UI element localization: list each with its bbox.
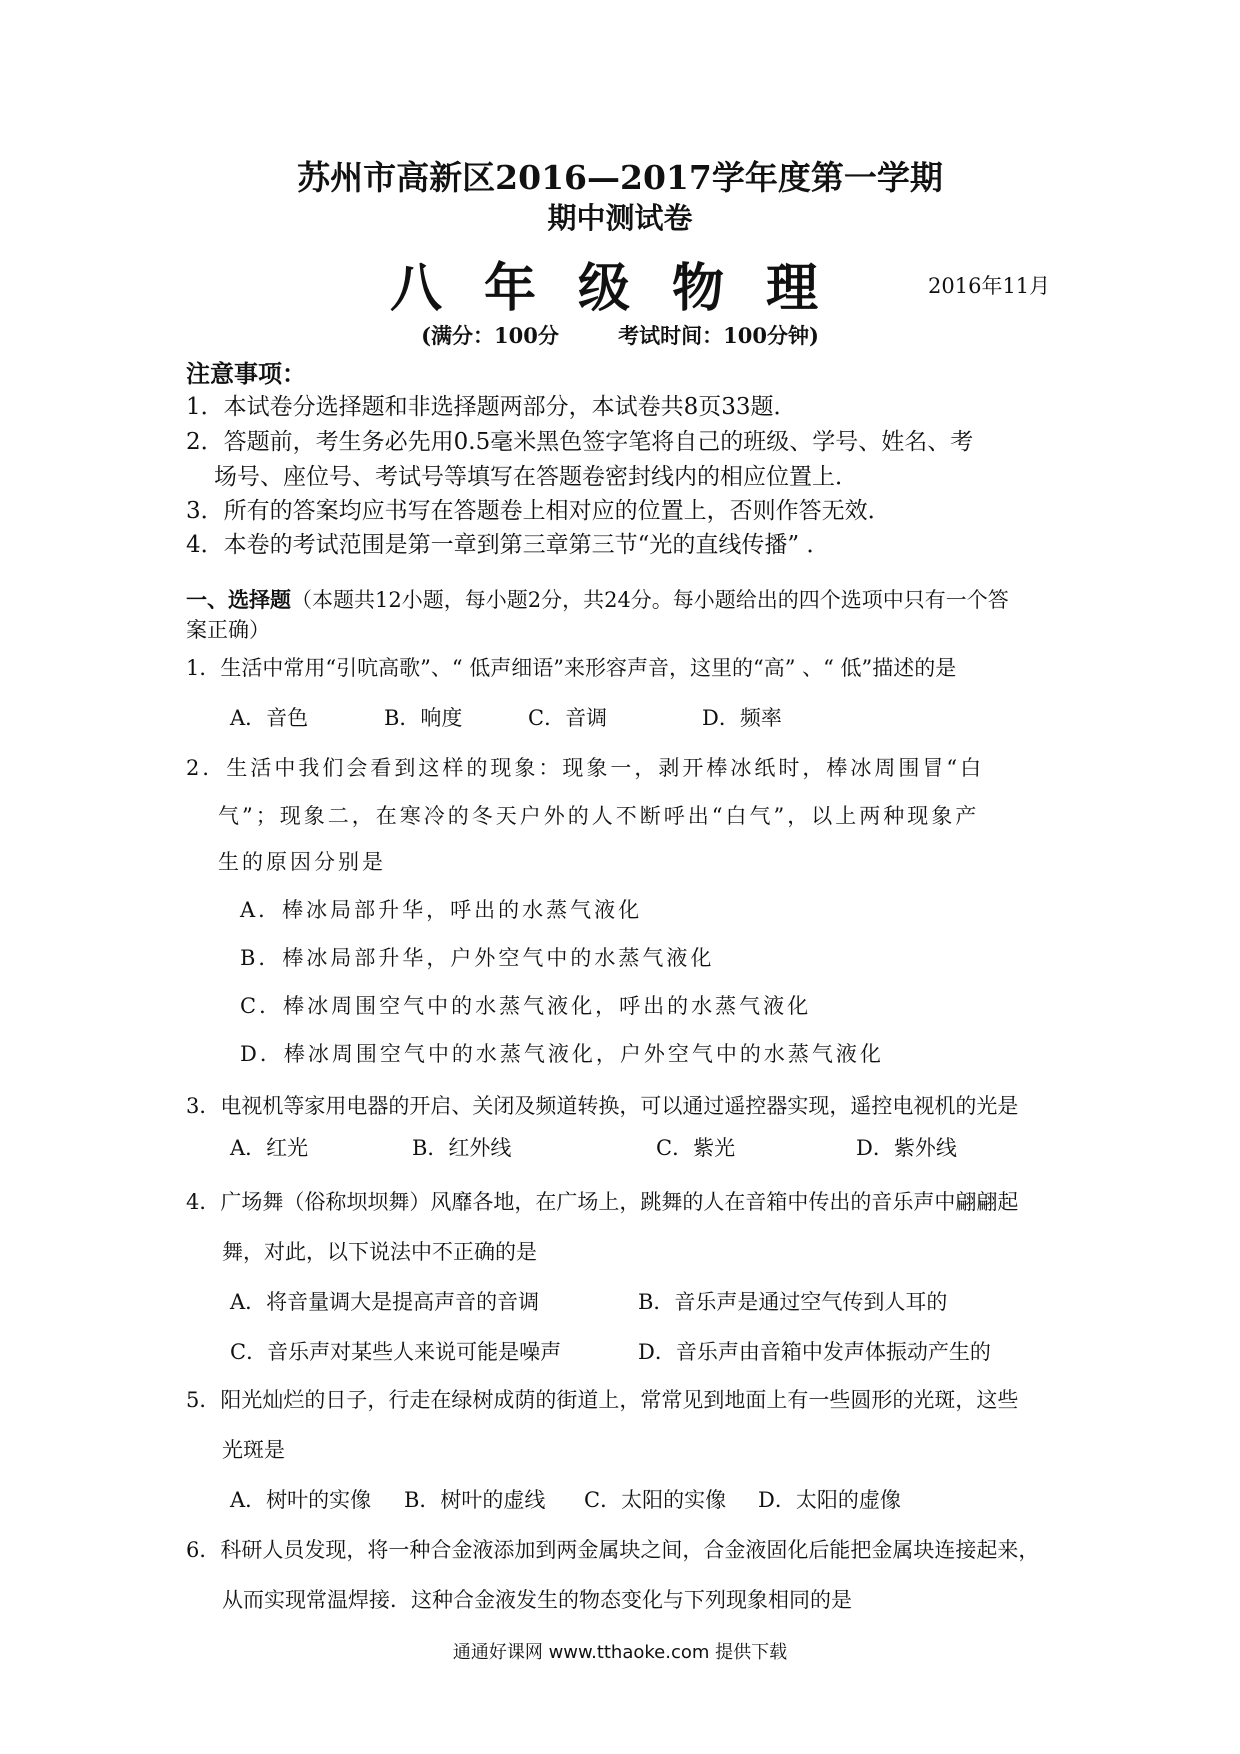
option: C．紫光	[656, 1136, 736, 1160]
question-stem: 4．广场舞（俗称坝坝舞）风靡各地，在广场上，跳舞的人在音箱中传出的音乐声中翩翩起	[186, 1190, 1019, 1214]
notice-item: 1．本试卷分选择题和非选择题两部分，本试卷共8页33题．	[186, 394, 797, 420]
section-header	[186, 584, 1009, 614]
option: B．红外线	[412, 1136, 512, 1160]
question-stem: 2．生活中我们会看到这样的现象：现象一，剥开棒冰纸时，棒冰周围冒“白	[186, 756, 985, 780]
subject-title: 八年级物理	[390, 258, 861, 319]
option: A．将音量调大是提高声音的音调	[230, 1290, 540, 1314]
option: C．太阳的实像	[584, 1488, 727, 1512]
option: B．棒冰局部升华，户外空气中的水蒸气液化	[240, 946, 715, 970]
page-footer: 通通好课网 www.tthaoke.com 提供下载	[452, 1642, 788, 1663]
exam-time: 考试时间：100分钟)	[618, 323, 819, 348]
option: C．音乐声对某些人来说可能是噪声	[230, 1340, 562, 1364]
notice-heading: 注意事项：	[186, 359, 306, 388]
question-stem: 3．电视机等家用电器的开启、关闭及频道转换，可以通过遥控器实现，遥控电视机的光是	[186, 1094, 1019, 1118]
option: D．棒冰周围空气中的水蒸气液化，户外空气中的水蒸气液化	[240, 1042, 884, 1066]
option: B．响度	[384, 706, 463, 730]
section-desc: （本题共12小题，每小题2分，共24分。每小题给出的四个选项中只有一个答	[291, 588, 1009, 612]
exam-date: 2016年11月	[928, 274, 1051, 298]
option: D．音乐声由音箱中发声体振动产生的	[638, 1340, 991, 1364]
question-stem: 从而实现常温焊接．这种合金液发生的物态变化与下列现象相同的是	[222, 1588, 852, 1612]
option: D．紫外线	[856, 1136, 957, 1160]
question-stem: 光斑是	[222, 1438, 285, 1462]
section-label: 一、选择题	[186, 587, 291, 612]
exam-meta	[0, 320, 1240, 350]
question-stem: 6．科研人员发现，将一种合金液添加到两金属块之间，合金液固化后能把金属块连接起来，	[186, 1538, 1040, 1562]
question-stem: 5．阳光灿烂的日子，行走在绿树成荫的街道上，常常见到地面上有一些圆形的光斑，这些	[186, 1388, 1019, 1412]
question-stem: 1．生活中常用“引吭高歌”、“ 低声细语”来形容声音，这里的“高” 、“ 低”描述的是	[186, 656, 957, 680]
notice-item: 3．所有的答案均应书写在答题卷上相对应的位置上，否则作答无效．	[186, 498, 891, 524]
option: B．音乐声是通过空气传到人耳的	[638, 1290, 948, 1314]
notice-item: 4．本卷的考试范围是第一章到第三章第三节“光的直线传播” ．	[186, 532, 830, 558]
notice-item: 2．答题前，考生务必先用0.5毫米黑色签字笔将自己的班级、学号、姓名、考	[186, 429, 974, 455]
exam-subtitle: 期中测试卷	[547, 201, 693, 235]
option: A．树叶的实像	[230, 1488, 372, 1512]
question-stem: 生的原因分别是	[218, 850, 386, 874]
option: C．棒冰周围空气中的水蒸气液化，呼出的水蒸气液化	[240, 994, 812, 1018]
option: A．棒冰局部升华，呼出的水蒸气液化	[240, 898, 643, 922]
option: C．音调	[528, 706, 608, 730]
option: D．太阳的虚像	[758, 1488, 901, 1512]
option: A．红光	[230, 1136, 309, 1160]
full-score: (满分：100分	[421, 323, 559, 348]
exam-title: 苏州市高新区2016—2017学年度第一学期	[297, 158, 943, 197]
question-stem: 气”；现象二，在寒冷的冬天户外的人不断呼出“白气”，以上两种现象产	[218, 804, 980, 828]
option: B．树叶的虚线	[404, 1488, 546, 1512]
section-desc-cont: 案正确）	[186, 618, 270, 642]
notice-item: 场号、座位号、考试号等填写在答题卷密封线内的相应位置上．	[214, 464, 858, 490]
option: A．音色	[230, 706, 309, 730]
option: D．频率	[702, 706, 782, 730]
question-stem: 舞，对此，以下说法中不正确的是	[222, 1240, 537, 1264]
